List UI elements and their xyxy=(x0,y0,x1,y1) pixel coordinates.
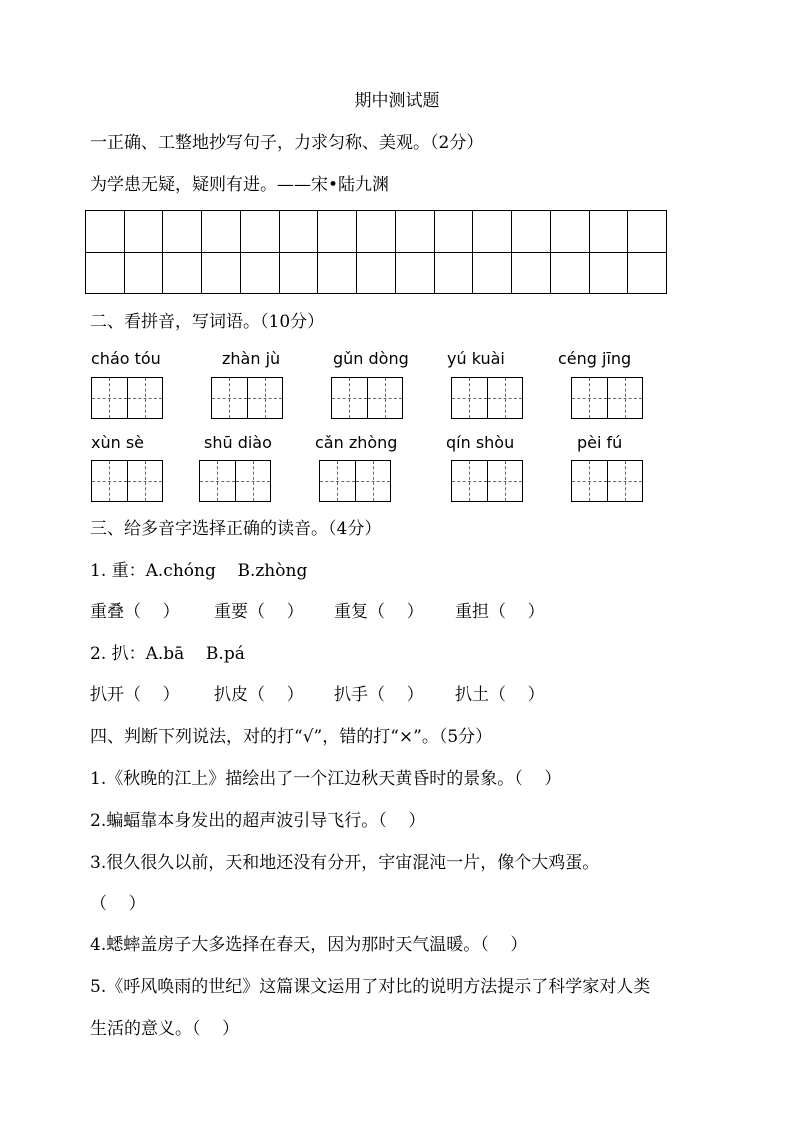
answer-box[interactable] xyxy=(331,377,403,419)
grid-cell[interactable] xyxy=(163,253,202,294)
grid-cell[interactable] xyxy=(318,211,357,252)
q3-option[interactable]: 扒开（ ） xyxy=(90,685,180,705)
q3-option[interactable]: 重复（ ） xyxy=(334,602,424,622)
q3-item2-stem: 2. 扒：A.bā B.pá xyxy=(90,644,245,664)
grid-cell[interactable] xyxy=(241,253,280,294)
grid-cell[interactable] xyxy=(396,253,435,294)
grid-cell[interactable] xyxy=(628,253,666,294)
q3-heading: 三、给多音字选择正确的读音。（4分） xyxy=(90,519,382,539)
pinyin-label: pèi fú xyxy=(577,433,623,452)
page-title: 期中测试题 xyxy=(354,91,440,111)
grid-cell[interactable] xyxy=(435,211,474,252)
pinyin-label: gǔn dòng xyxy=(333,349,409,368)
pinyin-label: céng jīng xyxy=(558,349,632,368)
grid-cell[interactable] xyxy=(280,211,319,252)
grid-cell[interactable] xyxy=(163,211,202,252)
grid-cell[interactable] xyxy=(473,253,512,294)
answer-box[interactable] xyxy=(91,460,163,502)
q4-statement: 生活的意义。（ ） xyxy=(90,1019,240,1039)
pinyin-label: yú kuài xyxy=(447,349,505,368)
copy-grid[interactable] xyxy=(85,210,667,294)
q3-item1-stem: 1. 重：A.chóng B.zhòng xyxy=(90,561,308,581)
grid-cell[interactable] xyxy=(512,253,551,294)
q3-option[interactable]: 扒皮（ ） xyxy=(214,685,304,705)
q1-sentence: 为学患无疑，疑则有进。——宋•陆九渊 xyxy=(90,175,390,195)
grid-cell[interactable] xyxy=(590,253,629,294)
grid-cell[interactable] xyxy=(241,211,280,252)
grid-cell[interactable] xyxy=(86,211,125,252)
grid-cell[interactable] xyxy=(318,253,357,294)
answer-box[interactable] xyxy=(451,460,523,502)
q2-heading: 二、看拼音，写词语。（10分） xyxy=(90,312,325,332)
q3-option[interactable]: 重叠（ ） xyxy=(90,602,180,622)
q4-statement: 2.蝙蝠靠本身发出的超声波引导飞行。（ ） xyxy=(90,811,426,831)
q4-heading: 四、判断下列说法，对的打“√”，错的打“×”。（5分） xyxy=(90,727,493,747)
q4-statement: 3.很久很久以前，天和地还没有分开，宇宙混沌一片，像个大鸡蛋。 xyxy=(90,853,600,873)
grid-cell[interactable] xyxy=(280,253,319,294)
grid-cell[interactable] xyxy=(86,253,125,294)
grid-cell[interactable] xyxy=(357,253,396,294)
q4-statement: 1.《秋晚的江上》描绘出了一个江边秋天黄昏时的景象。（ ） xyxy=(90,769,562,789)
pinyin-label: zhàn jù xyxy=(222,349,281,368)
grid-cell[interactable] xyxy=(357,211,396,252)
answer-box[interactable] xyxy=(319,460,391,502)
q3-option[interactable]: 扒土（ ） xyxy=(455,685,545,705)
grid-cell[interactable] xyxy=(473,211,512,252)
q1-heading: 一正确、工整地抄写句子，力求匀称、美观。（2分） xyxy=(90,133,484,153)
pinyin-label: shū diào xyxy=(204,433,272,452)
grid-cell[interactable] xyxy=(396,211,435,252)
answer-box[interactable] xyxy=(451,377,523,419)
copy-grid-row-2 xyxy=(86,252,666,294)
answer-box[interactable] xyxy=(571,377,643,419)
grid-cell[interactable] xyxy=(628,211,666,252)
grid-cell[interactable] xyxy=(125,253,164,294)
copy-grid-row-1 xyxy=(86,211,666,252)
grid-cell[interactable] xyxy=(202,211,241,252)
answer-box[interactable] xyxy=(199,460,271,502)
answer-box[interactable] xyxy=(571,460,643,502)
q4-answer-paren[interactable]: （ ） xyxy=(90,894,146,914)
answer-box[interactable] xyxy=(211,377,283,419)
grid-cell[interactable] xyxy=(125,211,164,252)
grid-cell[interactable] xyxy=(202,253,241,294)
grid-cell[interactable] xyxy=(435,253,474,294)
q4-statement: 4.蟋蟀盖房子大多选择在春天，因为那时天气温暖。（ ） xyxy=(90,935,528,955)
q3-option[interactable]: 重担（ ） xyxy=(455,602,545,622)
grid-cell[interactable] xyxy=(551,253,590,294)
pinyin-label: cháo tóu xyxy=(91,349,161,368)
pinyin-label: xùn sè xyxy=(91,433,145,452)
q4-statement: 5.《呼风唤雨的世纪》这篇课文运用了对比的说明方法提示了科学家对人类 xyxy=(90,977,651,997)
pinyin-label: qín shòu xyxy=(446,433,515,452)
pinyin-label: cǎn zhòng xyxy=(315,433,398,452)
answer-box[interactable] xyxy=(91,377,163,419)
grid-cell[interactable] xyxy=(512,211,551,252)
grid-cell[interactable] xyxy=(590,211,629,252)
grid-cell[interactable] xyxy=(551,211,590,252)
q3-option[interactable]: 扒手（ ） xyxy=(334,685,424,705)
q3-option[interactable]: 重要（ ） xyxy=(214,602,304,622)
